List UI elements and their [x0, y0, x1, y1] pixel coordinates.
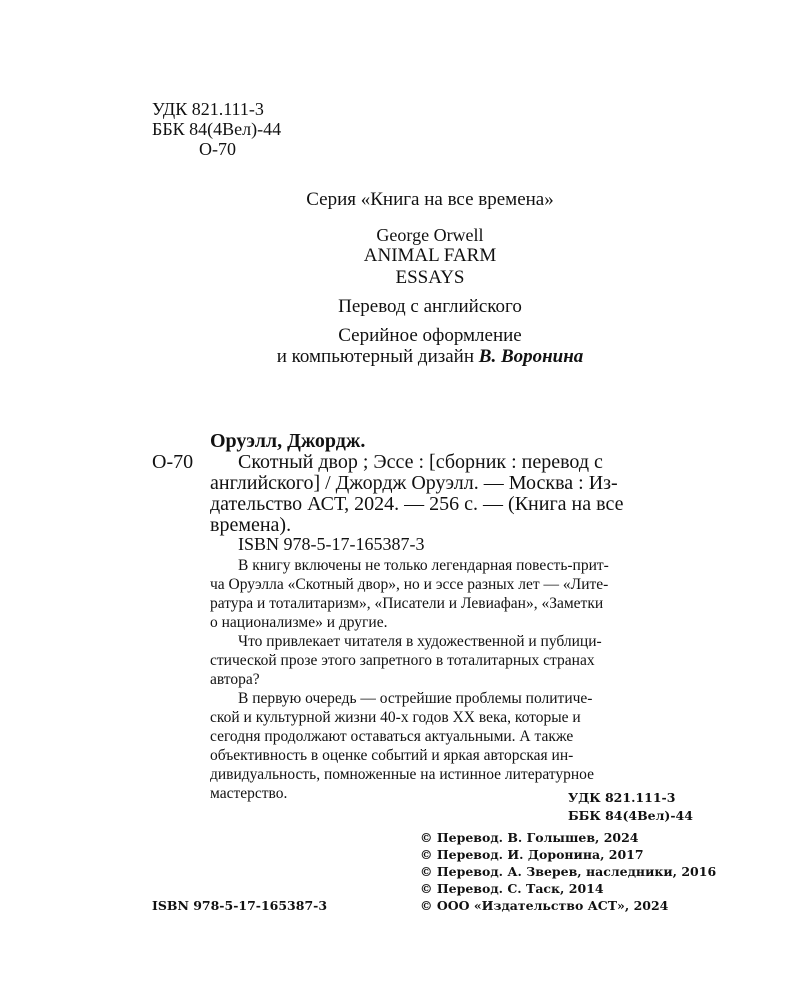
- udk-code: УДК 821.111-3: [152, 99, 264, 119]
- annotation-line: автора?: [210, 671, 260, 688]
- bottom-bbk-code: ББК 84(4Вел)-44: [568, 808, 693, 823]
- record-line: Скотный двор ; Эссе : [сборник : перевод с: [238, 451, 603, 473]
- record-line: дательство АСТ, 2024. — 256 с. — (Книга на все: [210, 493, 624, 515]
- annotation-line: о национализме» и другие.: [210, 614, 388, 631]
- copyright-line: © Перевод. А. Зверев, наследники, 2016: [420, 864, 717, 879]
- annotation-line: сегодня продолжают оставаться актуальными. А также: [210, 728, 574, 745]
- bbk-code: ББК 84(4Вел)-44: [152, 119, 282, 139]
- record-heading: Оруэлл, Джордж.: [210, 430, 366, 452]
- author-en: George Orwell: [376, 225, 484, 245]
- annotation-line: ской и культурной жизни 40-х годов XX века, которые и: [210, 709, 581, 726]
- record-mark: О-70: [152, 451, 194, 473]
- annotation-line: мастерство.: [210, 785, 288, 802]
- annotation-line: стической прозе этого запретного в тоталитарных странах: [210, 652, 595, 669]
- designer-name: В. Воронина: [478, 346, 584, 367]
- series-line: Серия «Книга на все времена»: [306, 189, 554, 210]
- copyright-line: © Перевод. В. Голышев, 2024: [420, 830, 639, 845]
- annotation-line: В книгу включены не только легендарная повесть-прит-: [238, 557, 609, 574]
- annotation-line: дивидуальность, помноженные на истинное литературное: [210, 766, 594, 783]
- footer-isbn: ISBN 978-5-17-165387-3: [152, 898, 328, 913]
- translation-note: Перевод с английского: [338, 296, 522, 317]
- author-mark: О-70: [199, 139, 236, 159]
- annotation-line: объективность в оценке событий и яркая авторская ин-: [210, 747, 574, 764]
- record-isbn: ISBN 978-5-17-165387-3: [238, 534, 425, 554]
- title-en-line1: ANIMAL FARM: [363, 245, 497, 266]
- design-line1: Серийное оформление: [338, 325, 522, 346]
- design-text: и компьютерный дизайн: [276, 346, 479, 367]
- copyright-line: © Перевод. И. Доронина, 2017: [420, 847, 644, 862]
- copyright-line: © ООО «Издательство АСТ», 2024: [420, 898, 669, 913]
- record-line: времена).: [210, 514, 292, 536]
- annotation-line: Что привлекает читателя в художественной и публици-: [238, 633, 602, 650]
- title-en-line2: ESSAYS: [395, 267, 465, 288]
- annotation-line: В первую очередь — острейшие проблемы политиче-: [238, 690, 593, 707]
- copyright-line: © Перевод. С. Таск, 2014: [420, 881, 604, 896]
- annotation-line: ратура и тоталитаризм», «Писатели и Левиафан», «Заметки: [210, 595, 604, 612]
- annotation-line: ча Оруэлла «Скотный двор», но и эссе разных лет — «Лите-: [210, 576, 609, 593]
- design-line2: [0, 346, 800, 368]
- bottom-udk-code: УДК 821.111-3: [568, 790, 676, 805]
- record-line: английского] / Джордж Оруэлл. — Москва : Из-: [210, 472, 618, 494]
